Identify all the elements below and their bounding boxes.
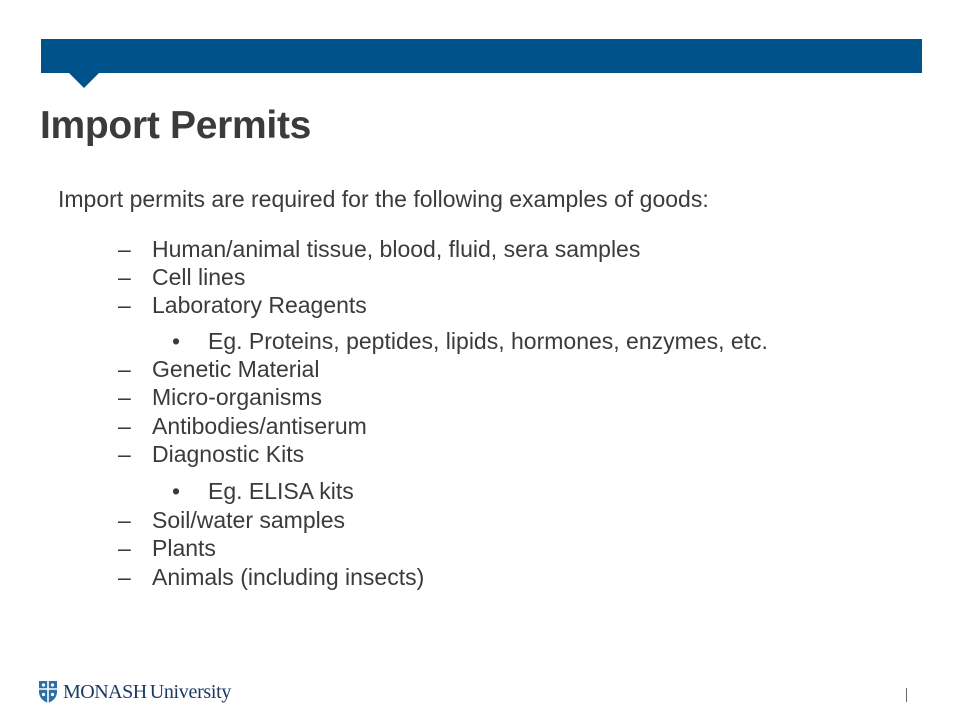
list-item-text: Eg. Proteins, peptides, lipids, hormones, enzymes, etc.: [208, 328, 768, 354]
logo-text-university: University: [149, 680, 232, 703]
dash-marker: –: [118, 441, 131, 467]
monash-crest-icon: [38, 680, 58, 704]
list-item-text: Genetic Material: [152, 356, 320, 382]
page-title: Import Permits: [40, 104, 312, 147]
intro-text: Import permits are required for the following examples of goods:: [58, 186, 709, 212]
dash-marker: –: [118, 384, 131, 410]
dash-marker: –: [118, 413, 131, 439]
list-item-text: Animals (including insects): [152, 564, 425, 590]
list-item-text: Antibodies/antiserum: [152, 413, 367, 439]
logo-text-monash: MONASH: [63, 680, 147, 703]
list-item-text: Human/animal tissue, blood, fluid, sera samples: [152, 236, 641, 262]
list-item-text: Soil/water samples: [152, 507, 346, 533]
list-item-text: Plants: [152, 535, 216, 561]
bullet-marker: •: [172, 328, 181, 354]
list-item-text: Cell lines: [152, 264, 246, 290]
page-marker: [906, 688, 907, 702]
dash-marker: –: [118, 356, 131, 382]
dash-marker: –: [118, 292, 131, 318]
dash-marker: –: [118, 236, 131, 262]
dash-marker: –: [118, 507, 131, 533]
list-item-text: Eg. ELISA kits: [208, 478, 354, 504]
dash-marker: –: [118, 264, 131, 290]
bullet-marker: •: [172, 478, 181, 504]
dash-marker: –: [118, 535, 131, 561]
list-item-text: Laboratory Reagents: [152, 292, 367, 318]
list-item-text: Micro-organisms: [152, 384, 322, 410]
list-item-text: Diagnostic Kits: [152, 441, 305, 467]
dash-marker: –: [118, 564, 131, 590]
monash-logo: [38, 679, 231, 705]
